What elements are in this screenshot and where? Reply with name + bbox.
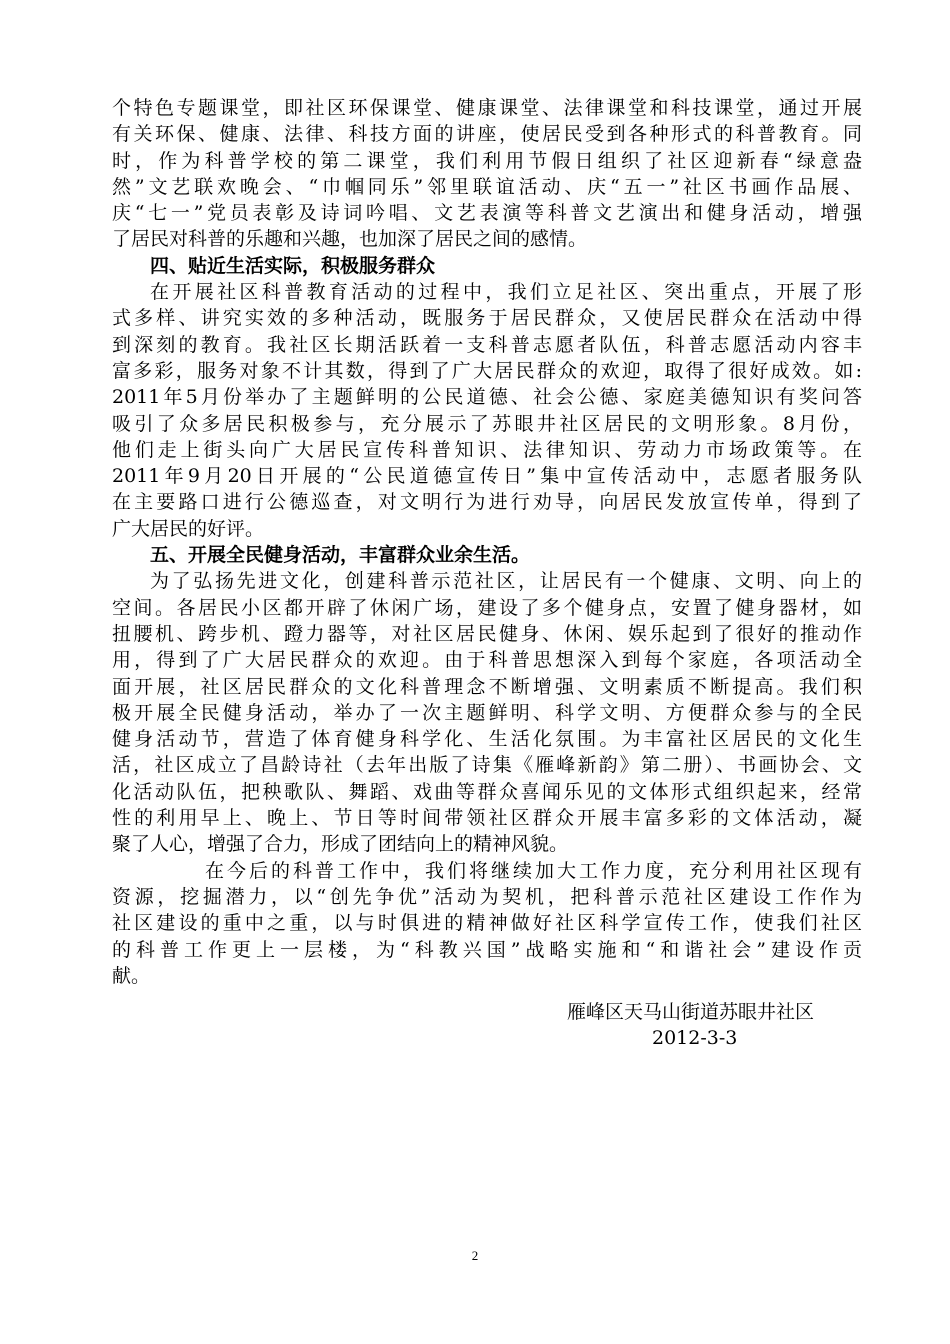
text-line: 他们走上街头向广大居民宣传科普知识、法律知识、劳动力市场政策等。在	[112, 438, 862, 461]
text-line: 化活动队伍，把秧歌队、舞蹈、戏曲等群众喜闻乐见的文体形式组织起来，经常	[112, 780, 862, 803]
text-line: 了居民对科普的乐趣和兴趣，也加深了居民之间的感情。	[112, 228, 588, 251]
text-line: 献。	[112, 964, 151, 987]
text-line: 庆“七一”党员表彰及诗词吟唱、文艺表演等科普文艺演出和健身活动，增强	[112, 202, 862, 225]
text-line: 聚了人心，增强了合力，形成了团结向上的精神风貌。	[112, 833, 569, 856]
text-line: 社区建设的重中之重，以与时俱进的精神做好社区科学宣传工作，使我们社区	[112, 912, 862, 935]
text-line: 用，得到了广大居民群众的欢迎。由于科普思想深入到每个家庭，各项活动全	[112, 649, 862, 672]
text-line: 式多样、讲究实效的多种活动，既服务于居民群众，又使居民群众在活动中得	[112, 307, 862, 330]
text-line: 时，作为科普学校的第二课堂，我们利用节假日组织了社区迎新春“绿意盎	[112, 149, 862, 172]
section-heading: 五、开展全民健身活动，丰富群众业余生活。	[150, 544, 531, 567]
text-line: 个特色专题课堂，即社区环保课堂、健康课堂、法律课堂和科技课堂，通过开展	[112, 97, 862, 119]
section-heading: 四、贴近生活实际，积极服务群众	[150, 254, 436, 277]
text-line: 然”文艺联欢晚会、“巾帼同乐”邻里联谊活动、庆“五一”社区书画作品展、	[112, 175, 862, 198]
text-line: 在开展社区科普教育活动的过程中，我们立足社区、突出重点，开展了形	[150, 281, 862, 304]
text-line: 资源，挖掘潜力，以“创先争优”活动为契机，把科普示范社区建设工作作为	[112, 885, 862, 908]
text-line: 在今后的科普工作中，我们将继续加大工作力度，充分利用社区现有	[205, 859, 862, 882]
text-line: 富多彩，服务对象不计其数，得到了广大居民群众的欢迎，取得了很好成效。如:	[112, 359, 862, 382]
text-line: 性的利用早上、晚上、节日等时间带领社区群众开展丰富多彩的文体活动，凝	[112, 807, 862, 830]
text-line: 有关环保、健康、法律、科技方面的讲座，使居民受到各种形式的科普教育。同	[112, 123, 862, 146]
text-line: 2011年5月份举办了主题鲜明的公民道德、社会公德、家庭美德知识有奖问答	[112, 386, 862, 409]
body-text	[112, 95, 862, 989]
text-line: 为了弘扬先进文化，创建科普示范社区，让居民有一个健康、文明、向上的	[150, 570, 862, 593]
signature-org: 雁峰区天马山街道苏眼井社区	[567, 1001, 815, 1023]
text-line: 在主要路口进行公德巡查，对文明行为进行劝导，向居民发放宣传单，得到了	[112, 491, 862, 514]
text-line: 极开展全民健身活动，举办了一次主题鲜明、科学文明、方便群众参与的全民	[112, 701, 862, 724]
text-line: 到深刻的教育。我社区长期活跃着一支科普志愿者队伍，科普志愿活动内容丰	[112, 333, 862, 356]
text-line: 活，社区成立了昌龄诗社（去年出版了诗集《雁峰新韵》第二册）、书画协会、文	[112, 754, 862, 777]
page-number: 2	[471, 1248, 479, 1263]
text-line: 广大居民的好评。	[112, 517, 265, 540]
signature-date: 2012-3-3	[652, 1027, 738, 1049]
text-line: 健身活动节，营造了体育健身科学化、生活化氛围。为丰富社区居民的文化生	[112, 728, 862, 751]
text-line: 面开展，社区居民群众的文化科普理念不断增强、文明素质不断提高。我们积	[112, 675, 862, 698]
text-line: 吸引了众多居民积极参与，充分展示了苏眼井社区居民的文明形象。8月份，	[112, 412, 862, 435]
text-line: 扭腰机、跨步机、蹬力器等，对社区居民健身、休闲、娱乐起到了很好的推动作	[112, 622, 862, 645]
text-line: 的科普工作更上一层楼，为“科教兴国”战略实施和“和谐社会”建设作贡	[112, 938, 862, 961]
text-line: 2011年9月20日开展的“公民道德宣传日”集中宣传活动中，志愿者服务队	[112, 465, 862, 488]
text-line: 空间。各居民小区都开辟了休闲广场，建设了多个健身点，安置了健身器材，如	[112, 596, 862, 619]
